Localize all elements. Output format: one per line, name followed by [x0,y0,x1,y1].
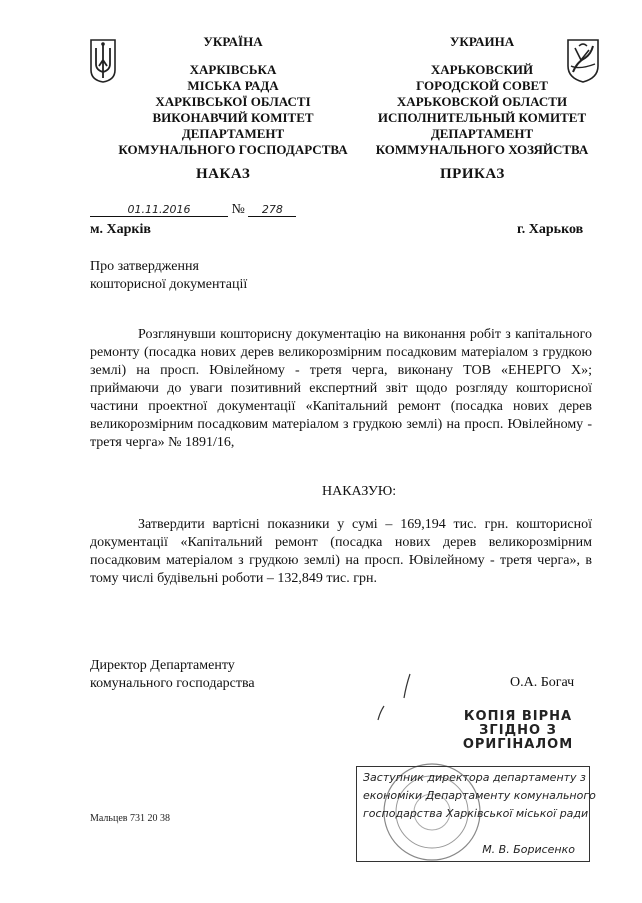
copy-stamp-line: ЗГІДНО З [479,723,557,738]
body-paragraph-2: Затвердити вартісні показники у сумі – 169,194 тис. грн. кошторисної документації «Капітальний ремонт (посадка нових дерев великорозмірним посадковим матеріалом з грудкою землі) на просп. Ювілейному - третя черга», в тому числі будівельні роботи – 132,849 тис. грн. [90,517,592,586]
executor-contact: Мальцев 731 20 38 [90,813,170,824]
order-subject [90,258,247,294]
handwritten-signature [368,668,438,733]
header-right-line: ДЕПАРТАМЕНТ [430,126,534,141]
subject-line: кошторисної документації [90,277,248,292]
doc-title-ru: ПРИКАЗ [440,166,505,182]
copy-true-stamp [458,710,578,752]
header-left-country: УКРАЇНА [203,34,263,49]
date-number-line [90,202,296,218]
copy-stamp-line: ОРИГІНАЛОМ [462,737,574,752]
city-ru: г. Харьков [517,222,584,237]
cert-stamp-line: Заступник директора департаменту з [363,771,586,784]
order-word: НАКАЗУЮ: [322,484,397,499]
certification-stamp [356,766,596,862]
header-left [108,34,358,158]
header-right-line: ХАРЬКОВСКОЙ ОБЛАСТИ [396,94,568,109]
order-number: 278 [248,203,296,217]
header-left-line: ХАРКІВСЬКА [189,62,277,77]
subject-line: Про затвердження [90,259,199,274]
order-date: 01.11.2016 [90,203,228,217]
cert-stamp-line: економіки Департаменту комунального [363,789,596,802]
header-left-line: ХАРКІВСЬКОЇ ОБЛАСТІ [155,94,311,109]
body-paragraph-1: Розглянувши кошторисну документацію на виконання робіт з капітального ремонту (посадка нових дерев великорозмірним посадковим матеріалом з грудкою землі) на просп. Ювілейному - третя черга, виконану ТОВ «ЕНЕРГО Х»; приймаючи до уваги позитивний експертний звіт щодо розгляду кошторисної частини проектної документації «Капітальний ремонт (посадка нових дерев великорозмірним посадковим матеріалом з грудкою землі) на просп. Ювілейному - третя черга» № 1891/16, [90,327,592,450]
header-right-country: УКРАИНА [449,34,515,49]
doc-title-ua: НАКАЗ [196,166,251,182]
number-sign: № [231,202,245,217]
position-line: комунального господарства [90,676,255,691]
header-right-line: КОММУНАЛЬНОГО ХОЗЯЙСТВА [375,142,589,157]
header-left-line: КОМУНАЛЬНОГО ГОСПОДАРСТВА [118,142,348,157]
signatory-position [90,657,255,693]
header-left-line: ВИКОНАВЧИЙ КОМІТЕТ [152,110,314,125]
position-line: Директор Департаменту [90,658,235,673]
header-left-line: ДЕПАРТАМЕНТ [181,126,285,141]
header-left-line: МІСЬКА РАДА [187,78,279,93]
cert-stamp-line: господарства Харківської міської ради [363,807,589,820]
city-ua: м. Харків [90,222,151,237]
header-right [362,34,602,158]
signatory-name: О.А. Богач [510,675,575,690]
header-right-line: ГОРОДСКОЙ СОВЕТ [416,78,548,93]
header-right-line: ХАРЬКОВСКИЙ [430,62,534,77]
copy-stamp-line: КОПІЯ ВІРНА [463,709,573,724]
cert-signer: М. В. Борисенко [482,843,575,856]
header-right-line: ИСПОЛНИТЕЛЬНЫЙ КОМИТЕТ [377,110,587,125]
